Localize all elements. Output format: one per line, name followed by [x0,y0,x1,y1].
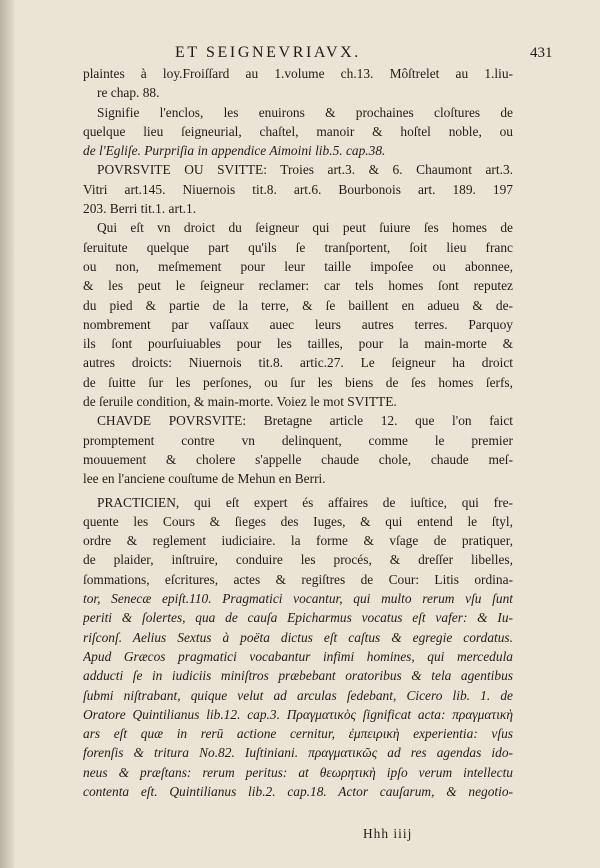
latin-line: forenſis & tritura No.82. Iuſtiniani. πραγματικῶς ad res agendas ido- [83,745,513,761]
text-line: quelque lieu ſeigneurial, chaſtel, manoir & hoſtel noble, ou [83,123,513,139]
text-line: nombrement par vaſſaux auec leurs autres terres. Parquoy [83,316,513,332]
latin-line: tor, Senecæ epiſt.110. Pragmatici vocantur, qui multo rerum vſu ſunt [83,591,513,607]
text-line: Qui eſt vn droict du ſeigneur qui peut ſuiure ſes homes de [97,220,513,236]
text-line: promptement contre vn delinquent, comme le premier [83,432,513,448]
body-text [83,64,513,801]
latin-line: riſconſ. Aelius Sextus à poëta dictus eſt caſtus & egregie cordatus. [83,629,513,645]
text-line: quente les Cours & ſieges des Iuges, & qui entend le ſtyl, [83,513,513,529]
page-header [0,44,600,66]
text-line: ſommations, eſcritures, actes & regiſtres de Cour: Litis ordina- [83,571,513,587]
entry-heading-line: POVRSVITE OU SVITTE: Troies art.3. & 6. Chaumont art.3. [97,162,513,178]
latin-line: Apud Græcos pragmatici vocabantur infimi homines, qui mercedula [83,648,513,664]
page-gutter-shadow [0,0,14,868]
entry-heading-line: PRACTICIEN, qui eſt expert és affaires de iuſtice, qui fre- [97,494,513,510]
text-line: lee en l'anciene couſtume de Mehun en Berri. [83,471,326,487]
text-line: de ſuitte ſur les perſones, ou ſur les biens de ſes homes ſerfs, [83,374,513,390]
text-line: plaintes à loy.Froiſſard au 1.volume ch.13. Môſtrelet au 1.liu- [83,66,513,81]
page-number: 431 [530,45,553,61]
catchword-signature: Hhh iiij [363,826,413,841]
latin-line: periti & ſolertes, qua de cauſa Epicharmus vocatus eſt vafer: & Iu- [83,610,513,626]
latin-line: Oratore Quintilianus lib.12. cap.3. Πραγματικὸς ſignificat acta: πραγματικὴ [83,706,513,722]
text-line: Vitri art.145. Niuernois tit.8. art.6. Bourbonois art. 189. 197 [83,181,513,197]
latin-line: contenta eſt. Quintilianus lib.2. cap.18. Actor cauſarum, & negotio- [83,783,513,799]
latin-line: adducti ſe in iudiciis miniſtros præbebant oratoribus & tela agentibus [83,668,513,684]
text-line: du pied & partie de la terre, & ſe baillent en adueu & de- [83,297,513,313]
text-line: autres droicts: Niuernois tit.8. artic.27. Le ſeigneur ha droict [83,355,513,371]
text-line: de plaider, inſtruire, conduire les procés, & dreſſer libelles, [83,552,513,568]
text-line: ordre & reglement iudiciaire. la forme & vſage de pratiquer, [83,533,513,549]
text-line: ils ſont pourſuiuables pour les tailles, pour la main-morte & [83,336,513,352]
text-line: de l'Egliſe. Purpriſia in appendice Aimoini lib.5. cap.38. [83,143,386,159]
text-line: de ſeruile condition, & main-morte. Voiez le mot SVITTE. [83,394,397,410]
text-line: & les peut le ſeigneur reclamer: car tels homes ſont reputez [83,278,513,294]
text-line: Signifie l'enclos, les enuirons & prochaines cloſtures de [97,104,513,120]
text-line: ſeruitute quelque part qu'ils ſe tranſportent, ſoit lieu franc [83,239,513,255]
text-line: ou non, meſmement pour leur taille impoſee ou abonnee, [83,258,513,274]
entry-heading-line: CHAVDE POVRSVITE: Bretagne article 12. que l'on faict [97,413,513,429]
latin-line: neus & præſtans: rerum peritus: at θεωρητικὴ ipſo verum intellectu [83,764,513,780]
latin-line: ſubmi niſtrabant, quique velut ad arculas ſedebant, Cicero lib. 1. de [83,687,513,703]
text-line: mouuement & cholere s'appelle chaude chole, chaude meſ- [83,451,513,467]
text-line: 203. Berri tit.1. art.1. [83,201,197,217]
latin-line: ars eſt quæ in rerū actione cernitur, ἐμπειρικὴ experientia: vſus [83,726,513,742]
text-line: re chap. 88. [97,85,160,101]
running-title: ET SEIGNEVRIAVX. [175,44,361,61]
